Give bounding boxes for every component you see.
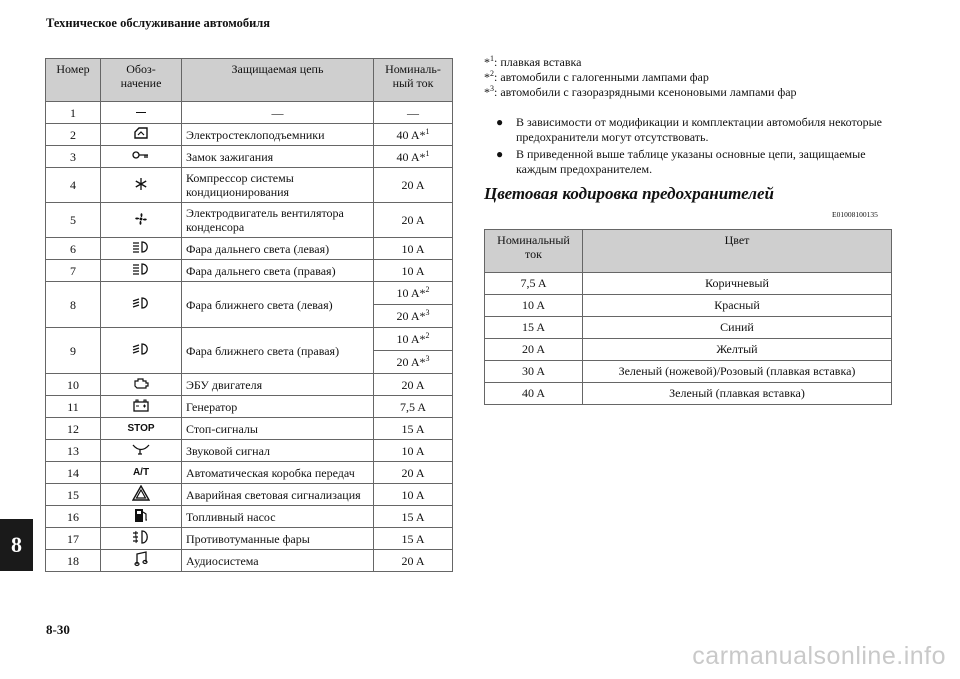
symbol-cell <box>101 102 182 124</box>
fuse-number: 4 <box>46 168 101 203</box>
audio-icon <box>134 551 148 570</box>
fuse-rating: 20 A <box>374 374 453 396</box>
color-row <box>485 339 892 361</box>
fuse-row <box>46 282 453 305</box>
fuse-number: 2 <box>46 124 101 146</box>
symbol-cell <box>101 550 182 572</box>
fuse-number: 10 <box>46 374 101 396</box>
note-item: ● В зависимости от модификации и комплектации автомобиля некоторые предохранители могут отсутствовать. <box>496 115 891 145</box>
dash: — <box>136 107 146 119</box>
symbol-cell <box>101 396 182 418</box>
fuse-number: 17 <box>46 528 101 550</box>
fuse-row <box>46 168 453 203</box>
color-row <box>485 295 892 317</box>
fuse-rating: 10 A*$^2$ <box>374 328 453 351</box>
fuse-row <box>46 506 453 528</box>
fuse-circuit: — <box>182 102 374 124</box>
fuse-circuit: Генератор <box>182 396 374 418</box>
footnote-3: *$^3$: автомобили с газоразрядными ксеноновыми лампами фар <box>484 84 797 99</box>
section-code: E01008100135 <box>832 210 878 219</box>
fuse-number: 15 <box>46 484 101 506</box>
fuse-number: 13 <box>46 440 101 462</box>
fuse-circuit: Фара ближнего света (левая) <box>182 282 374 328</box>
fuse-circuit: Противотуманные фары <box>182 528 374 550</box>
fuse-circuit: Электростеклоподъемники <box>182 124 374 146</box>
footnote-1: *$^1$: плавкая вставка <box>484 54 582 69</box>
high-beam-icon <box>132 263 150 278</box>
fuse-circuit: Звуковой сигнал <box>182 440 374 462</box>
col-header-circuit: Защищаемая цепь <box>182 59 374 102</box>
symbol-cell <box>101 374 182 396</box>
fuse-row <box>46 396 453 418</box>
fuse-row <box>46 124 453 146</box>
fuse-rating: 10 A <box>374 484 453 506</box>
color-rating: 30 A <box>485 361 583 383</box>
symbol-cell <box>101 418 182 440</box>
fuse-number: 3 <box>46 146 101 168</box>
horn-icon <box>132 443 150 458</box>
page-number: 8-30 <box>46 622 70 637</box>
fuse-circuit: Аудиосистема <box>182 550 374 572</box>
fuse-table <box>45 58 453 572</box>
color-rating: 10 A <box>485 295 583 317</box>
col-header-rating: Номиналь- ный ток <box>374 59 453 102</box>
symbol-cell <box>101 168 182 203</box>
section-title: Цветовая кодировка предохранителей <box>484 184 774 203</box>
page-header: Техническое обслуживание автомобиля <box>46 16 271 30</box>
fuse-rating: 15 A <box>374 418 453 440</box>
fuse-rating: 7,5 A <box>374 396 453 418</box>
fuse-rating: 20 A <box>374 550 453 572</box>
fuse-row <box>46 374 453 396</box>
symbol-cell <box>101 203 182 238</box>
color-rating: 40 A <box>485 383 583 405</box>
fuse-rating: 20 A*$^3$ <box>374 351 453 374</box>
color-name: Синий <box>583 317 892 339</box>
fuse-number: 16 <box>46 506 101 528</box>
col-header-rating: Номинальный ток <box>485 230 583 273</box>
fuse-number: 9 <box>46 328 101 374</box>
watermark: carmanualsonline.info <box>692 642 946 670</box>
color-name: Зеленый (ножевой)/Розовый (плавкая вставка) <box>583 361 892 383</box>
fuse-row <box>46 440 453 462</box>
color-row <box>485 273 892 295</box>
color-rating: 15 A <box>485 317 583 339</box>
color-name: Зеленый (плавкая вставка) <box>583 383 892 405</box>
col-header-color: Цвет <box>583 230 892 273</box>
fuse-row <box>46 462 453 484</box>
symbol-cell <box>101 260 182 282</box>
fog-light-icon <box>132 530 150 547</box>
high-beam-icon <box>132 241 150 256</box>
engine-ecu-icon <box>132 377 150 392</box>
fuse-rating: 20 A <box>374 168 453 203</box>
fuse-circuit: Автоматическая коробка передач <box>182 462 374 484</box>
color-rating: 20 A <box>485 339 583 361</box>
fuse-row <box>46 484 453 506</box>
fuse-circuit: Фара дальнего света (правая) <box>182 260 374 282</box>
color-row <box>485 383 892 405</box>
color-row <box>485 361 892 383</box>
fuse-number: 8 <box>46 282 101 328</box>
ac-compressor-icon <box>134 177 148 194</box>
color-row <box>485 317 892 339</box>
fuse-row <box>46 238 453 260</box>
fuse-color-table <box>484 229 892 405</box>
fuse-circuit: Компрессор системы кондиционирования <box>182 168 374 203</box>
chapter-tab: 8 <box>0 519 33 571</box>
fuse-number: 5 <box>46 203 101 238</box>
fuse-circuit: Фара ближнего света (правая) <box>182 328 374 374</box>
fuse-rating: 20 A*$^3$ <box>374 305 453 328</box>
fuse-rating: 20 A <box>374 462 453 484</box>
footnotes <box>484 55 797 100</box>
fuse-row <box>46 102 453 124</box>
color-name: Коричневый <box>583 273 892 295</box>
fuse-rating: 10 A <box>374 260 453 282</box>
symbol-cell <box>101 124 182 146</box>
fuse-circuit: Электродвигатель вентилятора конденсора <box>182 203 374 238</box>
footnote-2: *$^2$: автомобили с галогенными лампами фар <box>484 69 709 84</box>
color-rating: 7,5 A <box>485 273 583 295</box>
battery-generator-icon <box>132 398 150 415</box>
symbol-cell <box>101 484 182 506</box>
symbol-cell <box>101 462 182 484</box>
ignition-key-icon <box>132 149 150 164</box>
notes-list <box>496 115 891 179</box>
fuse-rating: 15 A <box>374 528 453 550</box>
fuse-circuit: Фара дальнего света (левая) <box>182 238 374 260</box>
fuse-rating: 10 A <box>374 440 453 462</box>
stop-text-icon: STOP <box>127 423 155 435</box>
fuse-rating: 10 A <box>374 238 453 260</box>
color-name: Красный <box>583 295 892 317</box>
fuse-row <box>46 203 453 238</box>
symbol-cell <box>101 328 182 374</box>
col-header-symbol: Обоз- начение <box>101 59 182 102</box>
fuse-circuit: Замок зажигания <box>182 146 374 168</box>
low-beam-icon <box>132 297 150 312</box>
fuse-circuit: ЭБУ двигателя <box>182 374 374 396</box>
fuse-rating: 20 A <box>374 203 453 238</box>
symbol-cell <box>101 282 182 328</box>
power-window-icon <box>133 126 149 143</box>
low-beam-icon <box>132 343 150 358</box>
fuse-row <box>46 550 453 572</box>
symbol-cell <box>101 440 182 462</box>
fuse-rating: 40 A*$^1$ <box>374 146 453 168</box>
note-item: ● В приведенной выше таблице указаны основные цепи, защищаемые каждым предохранителем. <box>496 147 891 177</box>
fuse-number: 11 <box>46 396 101 418</box>
fuse-rating: 10 A*$^2$ <box>374 282 453 305</box>
condenser-fan-icon <box>133 211 149 230</box>
fuse-rating: — <box>374 102 453 124</box>
at-text-icon: A/T <box>132 467 150 479</box>
symbol-cell <box>101 146 182 168</box>
symbol-cell <box>101 506 182 528</box>
fuse-number: 1 <box>46 102 101 124</box>
fuse-circuit: Стоп-сигналы <box>182 418 374 440</box>
fuse-circuit: Топливный насос <box>182 506 374 528</box>
fuse-number: 6 <box>46 238 101 260</box>
color-name: Желтый <box>583 339 892 361</box>
fuse-row <box>46 328 453 351</box>
fuse-number: 14 <box>46 462 101 484</box>
fuse-row <box>46 418 453 440</box>
hazard-icon <box>132 485 150 504</box>
fuel-pump-icon <box>134 507 148 526</box>
symbol-cell <box>101 238 182 260</box>
fuse-number: 18 <box>46 550 101 572</box>
fuse-number: 7 <box>46 260 101 282</box>
fuse-row <box>46 260 453 282</box>
symbol-cell <box>101 528 182 550</box>
col-header-number: Номер <box>46 59 101 102</box>
fuse-row <box>46 528 453 550</box>
fuse-rating: 40 A*$^1$ <box>374 124 453 146</box>
fuse-rating: 15 A <box>374 506 453 528</box>
fuse-row <box>46 146 453 168</box>
fuse-number: 12 <box>46 418 101 440</box>
fuse-circuit: Аварийная световая сигнализация <box>182 484 374 506</box>
